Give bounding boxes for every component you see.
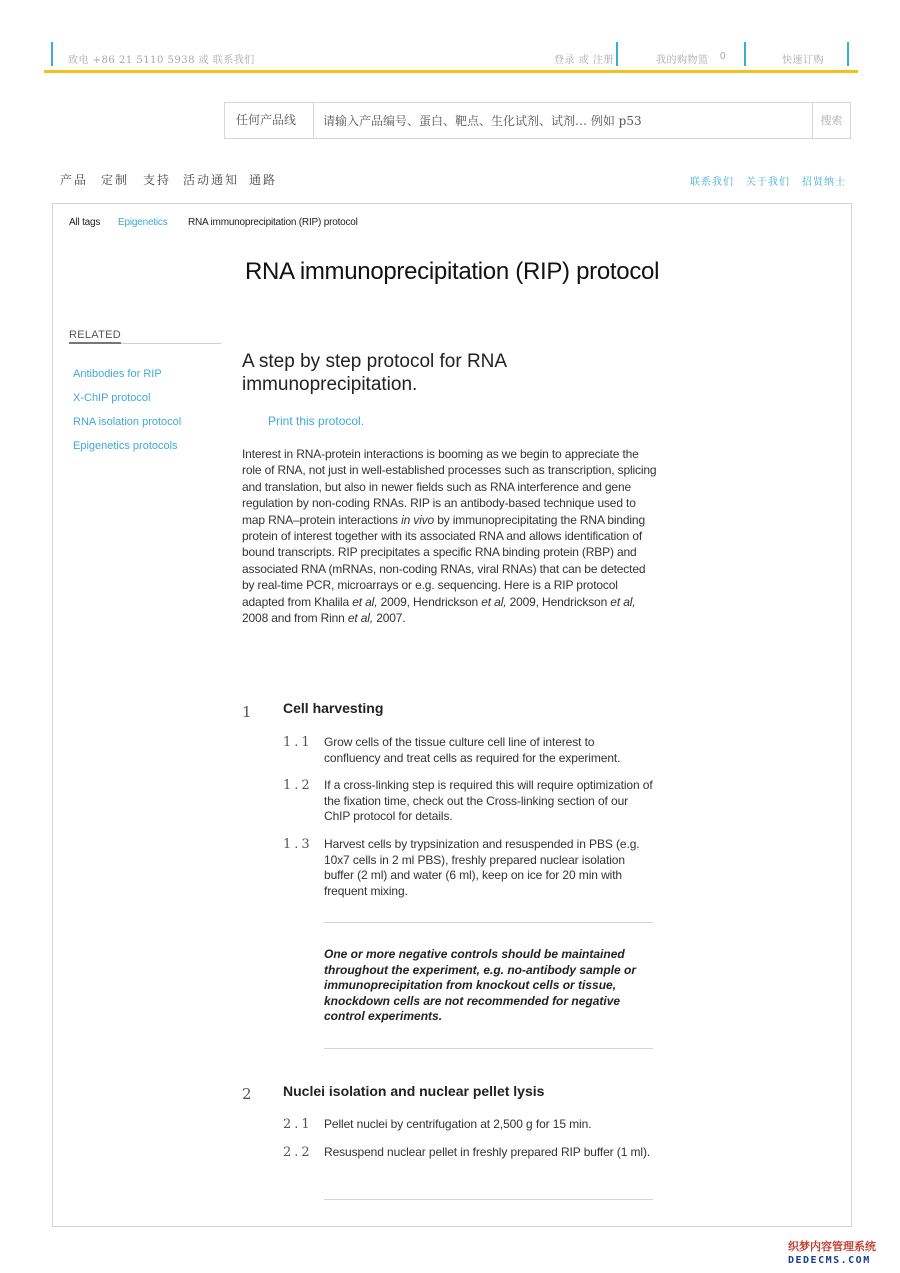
substep-text: Pellet nuclei by centrifugation at 2,500 g for 15 min. bbox=[324, 1117, 592, 1131]
quick-order-link[interactable]: 快速订购 bbox=[782, 55, 824, 66]
breadcrumb-parent[interactable]: Epigenetics bbox=[118, 217, 168, 228]
phone-contact-text[interactable]: 致电 +86 21 5110 5938 或 联系我们 bbox=[68, 55, 255, 66]
divider-accent bbox=[69, 342, 121, 344]
substep-number: 1.2 bbox=[283, 778, 313, 793]
search-button[interactable]: 搜索 bbox=[812, 103, 850, 138]
divider bbox=[324, 1048, 653, 1049]
related-link-epigenetics[interactable]: Epigenetics protocols bbox=[73, 440, 178, 452]
watermark-url: DEDECMS.COM bbox=[788, 1255, 871, 1266]
careers-link[interactable]: 招贤纳士 bbox=[802, 177, 846, 188]
watermark-text: 织梦内容管理系统 bbox=[788, 1240, 876, 1253]
print-protocol-link[interactable]: Print this protocol. bbox=[268, 414, 365, 428]
substep-number: 2.2 bbox=[283, 1145, 313, 1160]
related-link-xchip[interactable]: X-ChIP protocol bbox=[73, 392, 151, 404]
step-number: 1 bbox=[242, 703, 252, 721]
substep-text: Harvest cells by trypsinization and resuspended in PBS (e.g. 10x7 cells in 2 ml PBS), freshly prepared nuclear isolation buffer (2 ml) and water (6 ml), keep on ice for 20 min with frequent mixing. bbox=[324, 837, 640, 898]
divider bbox=[324, 922, 653, 923]
top-utility-bar bbox=[44, 42, 858, 73]
intro-paragraph: Interest in RNA-protein interactions is booming as we begin to appreciate the role of RNA, not just in well-established processes such as transcription, splicing and translation, but also in newer fields such as RNA interference and gene regulation by non-coding RNAs. RIP is an antibody-based technique used to map RNA–protein interactions in vivo by immunoprecipitating the RNA binding protein of interest together with its associated RNA and allows identification of bound transcripts. RIP precipitates a specific RNA binding protein (RBP) and associated RNA (mRNAs, non-coding RNAs, viral RNAs) that can be detected by real-time PCR, microarrays or e.g. sequencing. Here is a RIP protocol adapted from Khalila et al, 2009, Hendrickson et al, 2009, Hendrickson et al, 2008 and from Rinn et al, 2007. bbox=[242, 447, 657, 626]
step-number: 2 bbox=[242, 1085, 252, 1103]
page-title: RNA immunoprecipitation (RIP) protocol bbox=[245, 258, 660, 285]
divider bbox=[847, 42, 849, 66]
step-title: Nuclei isolation and nuclear pellet lysis bbox=[283, 1083, 545, 1099]
substep-text: If a cross-linking step is required this will require optimization of the fixation time, check out the Cross-linking section of our ChIP protocol for details. bbox=[324, 778, 653, 823]
related-link-antibodies[interactable]: Antibodies for RIP bbox=[73, 368, 162, 380]
nav-item-support[interactable]: 支持 bbox=[143, 173, 172, 187]
cart-link[interactable]: 我的购物篮 bbox=[656, 55, 709, 66]
related-heading: RELATED bbox=[69, 329, 122, 341]
substep-text: Resuspend nuclear pellet in freshly prepared RIP buffer (1 ml). bbox=[324, 1145, 651, 1159]
substep-number: 1.3 bbox=[283, 837, 313, 852]
substep-text: Grow cells of the tissue culture cell line of interest to confluency and treat cells as required for the experiment. bbox=[324, 735, 621, 765]
page-subtitle: A step by step protocol for RNA immunoprecipitation. bbox=[242, 351, 507, 395]
search-bar bbox=[224, 102, 851, 139]
note-text: One or more negative controls should be maintained throughout the experiment, e.g. no-antibody sample or immunoprecipitation from knockout cells or tissue, knockdown cells are not recommended for negative control experiments. bbox=[324, 947, 637, 1023]
nav-item-events[interactable]: 活动通知 bbox=[183, 173, 240, 187]
login-register-link[interactable]: 登录 或 注册 bbox=[554, 55, 614, 66]
contact-us-link[interactable]: 联系我们 bbox=[690, 177, 734, 188]
substep-number: 2.1 bbox=[283, 1117, 313, 1132]
watermark-logo bbox=[788, 1238, 896, 1266]
about-us-link[interactable]: 关于我们 bbox=[746, 177, 790, 188]
divider bbox=[51, 42, 53, 66]
breadcrumb-current: RNA immunoprecipitation (RIP) protocol bbox=[188, 217, 358, 228]
divider bbox=[616, 42, 618, 66]
breadcrumb-root[interactable]: All tags bbox=[69, 217, 101, 228]
divider bbox=[744, 42, 746, 66]
nav-item-products[interactable]: 产品 bbox=[60, 173, 89, 187]
step-title: Cell harvesting bbox=[283, 700, 384, 716]
divider bbox=[324, 1199, 653, 1200]
product-line-select[interactable]: 任何产品线 bbox=[225, 103, 314, 138]
nav-item-custom[interactable]: 定制 bbox=[101, 173, 130, 187]
search-input[interactable] bbox=[315, 103, 811, 138]
nav-item-pathways[interactable]: 通路 bbox=[249, 173, 278, 187]
substep-number: 1.1 bbox=[283, 735, 313, 750]
cart-count: 0 bbox=[720, 51, 727, 62]
related-link-rna-isolation[interactable]: RNA isolation protocol bbox=[73, 416, 182, 428]
